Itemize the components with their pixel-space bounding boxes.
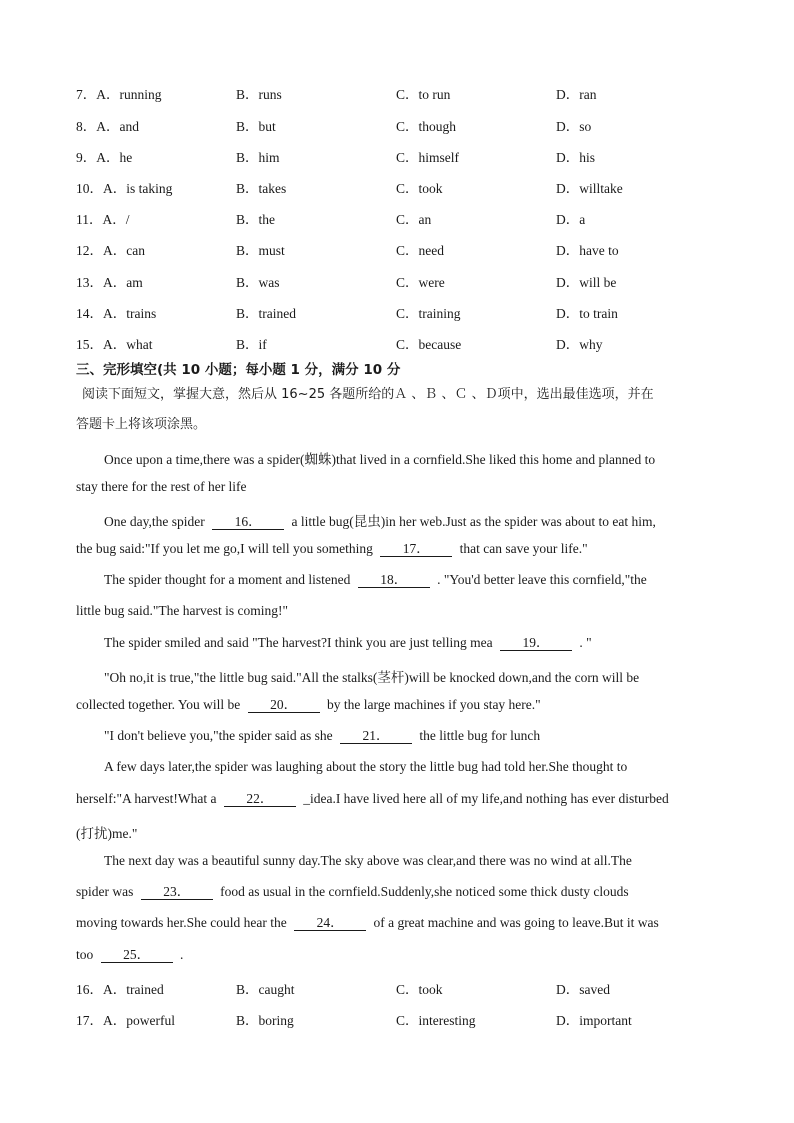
option-d: D．ran (556, 87, 597, 102)
option-d: D．have to (556, 243, 619, 258)
option-b: B．caught (236, 982, 295, 997)
blank-16[interactable]: 16． (212, 515, 284, 530)
option-a: 12．A．can (76, 243, 145, 258)
option-b: B．the (236, 212, 275, 227)
option-d: D．to train (556, 306, 618, 321)
option-d: D．important (556, 1013, 632, 1028)
passage-line: A few days later,the spider was laughing about the story the little bug had told her.She thought to (104, 759, 628, 774)
option-a: 9．A．he (76, 150, 133, 165)
option-b: B．must (236, 243, 285, 258)
option-b: B．boring (236, 1013, 294, 1028)
blank-25[interactable]: 25． (101, 948, 173, 963)
passage-line: too 25． . (76, 947, 184, 962)
option-c: C．took (396, 181, 443, 196)
blank-17[interactable]: 17． (380, 542, 452, 557)
option-a: 15．A．what (76, 337, 153, 352)
option-b: B．him (236, 150, 280, 165)
option-b: B．trained (236, 306, 296, 321)
instructions-line-2: 答题卡上将该项涂黑。 (76, 417, 207, 432)
blank-24[interactable]: 24． (294, 916, 366, 931)
option-a: 17．A．powerful (76, 1013, 175, 1028)
question-row-9 (76, 146, 716, 166)
passage-line: The spider thought for a moment and listened 18． . "You'd better leave this cornfield,"the (104, 572, 647, 587)
blank-21[interactable]: 21． (340, 729, 412, 744)
passage-line: "Oh no,it is true,"the little bug said."All the stalks(茎杆)will be knocked down,and the corn will be (104, 670, 640, 685)
question-row-8 (76, 115, 716, 135)
question-row-15 (76, 333, 716, 353)
blank-22[interactable]: 22． (224, 792, 296, 807)
blank-19[interactable]: 19． (500, 636, 572, 651)
question-row-12 (76, 239, 716, 259)
option-b: B．but (236, 119, 276, 134)
option-a: 8．A．and (76, 119, 139, 134)
option-a: 11．A．/ (76, 212, 130, 227)
option-c: C．to run (396, 87, 451, 102)
blank-20[interactable]: 20． (248, 698, 320, 713)
question-row-17 (76, 1009, 716, 1029)
option-b: B．runs (236, 87, 282, 102)
option-c: C．took (396, 982, 443, 997)
blank-23[interactable]: 23． (141, 885, 213, 900)
option-c: C．training (396, 306, 461, 321)
passage-line: The next day was a beautiful sunny day.The sky above was clear,and there was no wind at all.The (104, 853, 632, 868)
option-c: C．himself (396, 150, 459, 165)
passage-line: collected together. You will be 20． by the large machines if you stay here." (76, 697, 541, 712)
section-heading: 三、完形填空(共 10 小题；每小题 1 分，满分 10 分 (76, 362, 401, 378)
instructions-line-1: 阅读下面短文，掌握大意，然后从 16~25 各题所给的Ａ 、Ｂ 、Ｃ 、Ｄ项中，选出最佳选项，并在 (82, 387, 654, 402)
option-b: B．if (236, 337, 267, 352)
option-a: 14．A．trains (76, 306, 157, 321)
option-c: C．were (396, 275, 445, 290)
passage-line: the bug said:"If you let me go,I will tell you something 17． that can save your life." (76, 541, 588, 556)
passage-line: moving towards her.She could hear the 24． of a great machine and was going to leave.But it was (76, 915, 659, 930)
passage-line: (打扰)me." (76, 826, 138, 841)
passage-line: One day,the spider 16． a little bug(昆虫)in her web.Just as the spider was about to eat him, (104, 514, 656, 529)
option-d: D．so (556, 119, 592, 134)
passage-line: The spider smiled and said "The harvest?I think you are just telling mea 19． . " (104, 635, 592, 650)
question-row-16 (76, 978, 716, 998)
passage-line: herself:"A harvest!What a 22． _idea.I have lived here all of my life,and nothing has ever disturbed (76, 791, 669, 806)
passage-line: stay there for the rest of her life (76, 479, 247, 494)
option-c: C．an (396, 212, 432, 227)
option-d: D．a (556, 212, 586, 227)
passage-line: "I don't believe you,"the spider said as she 21． the little bug for lunch (104, 728, 541, 743)
question-row-11 (76, 208, 716, 228)
question-row-10 (76, 177, 716, 197)
option-d: D．willtake (556, 181, 623, 196)
option-d: D．his (556, 150, 596, 165)
option-d: D．why (556, 337, 603, 352)
option-d: D．will be (556, 275, 617, 290)
option-b: B．takes (236, 181, 287, 196)
question-row-7 (76, 83, 716, 103)
option-d: D．saved (556, 982, 610, 997)
passage-line: spider was 23． food as usual in the cornfield.Suddenly,she noticed some thick dusty clouds (76, 884, 629, 899)
option-a: 16．A．trained (76, 982, 164, 997)
passage-line: little bug said."The harvest is coming!" (76, 603, 288, 618)
option-c: C．though (396, 119, 457, 134)
option-a: 7．A．running (76, 87, 162, 102)
option-b: B．was (236, 275, 280, 290)
blank-18[interactable]: 18． (358, 573, 430, 588)
option-c: C．interesting (396, 1013, 476, 1028)
passage-line: Once upon a time,there was a spider(蜘蛛)that lived in a cornfield.She liked this home and planned to (104, 452, 656, 467)
question-row-13 (76, 271, 716, 291)
question-row-14 (76, 302, 716, 322)
option-c: C．need (396, 243, 444, 258)
option-c: C．because (396, 337, 462, 352)
option-a: 13．A．am (76, 275, 143, 290)
option-a: 10．A．is taking (76, 181, 173, 196)
